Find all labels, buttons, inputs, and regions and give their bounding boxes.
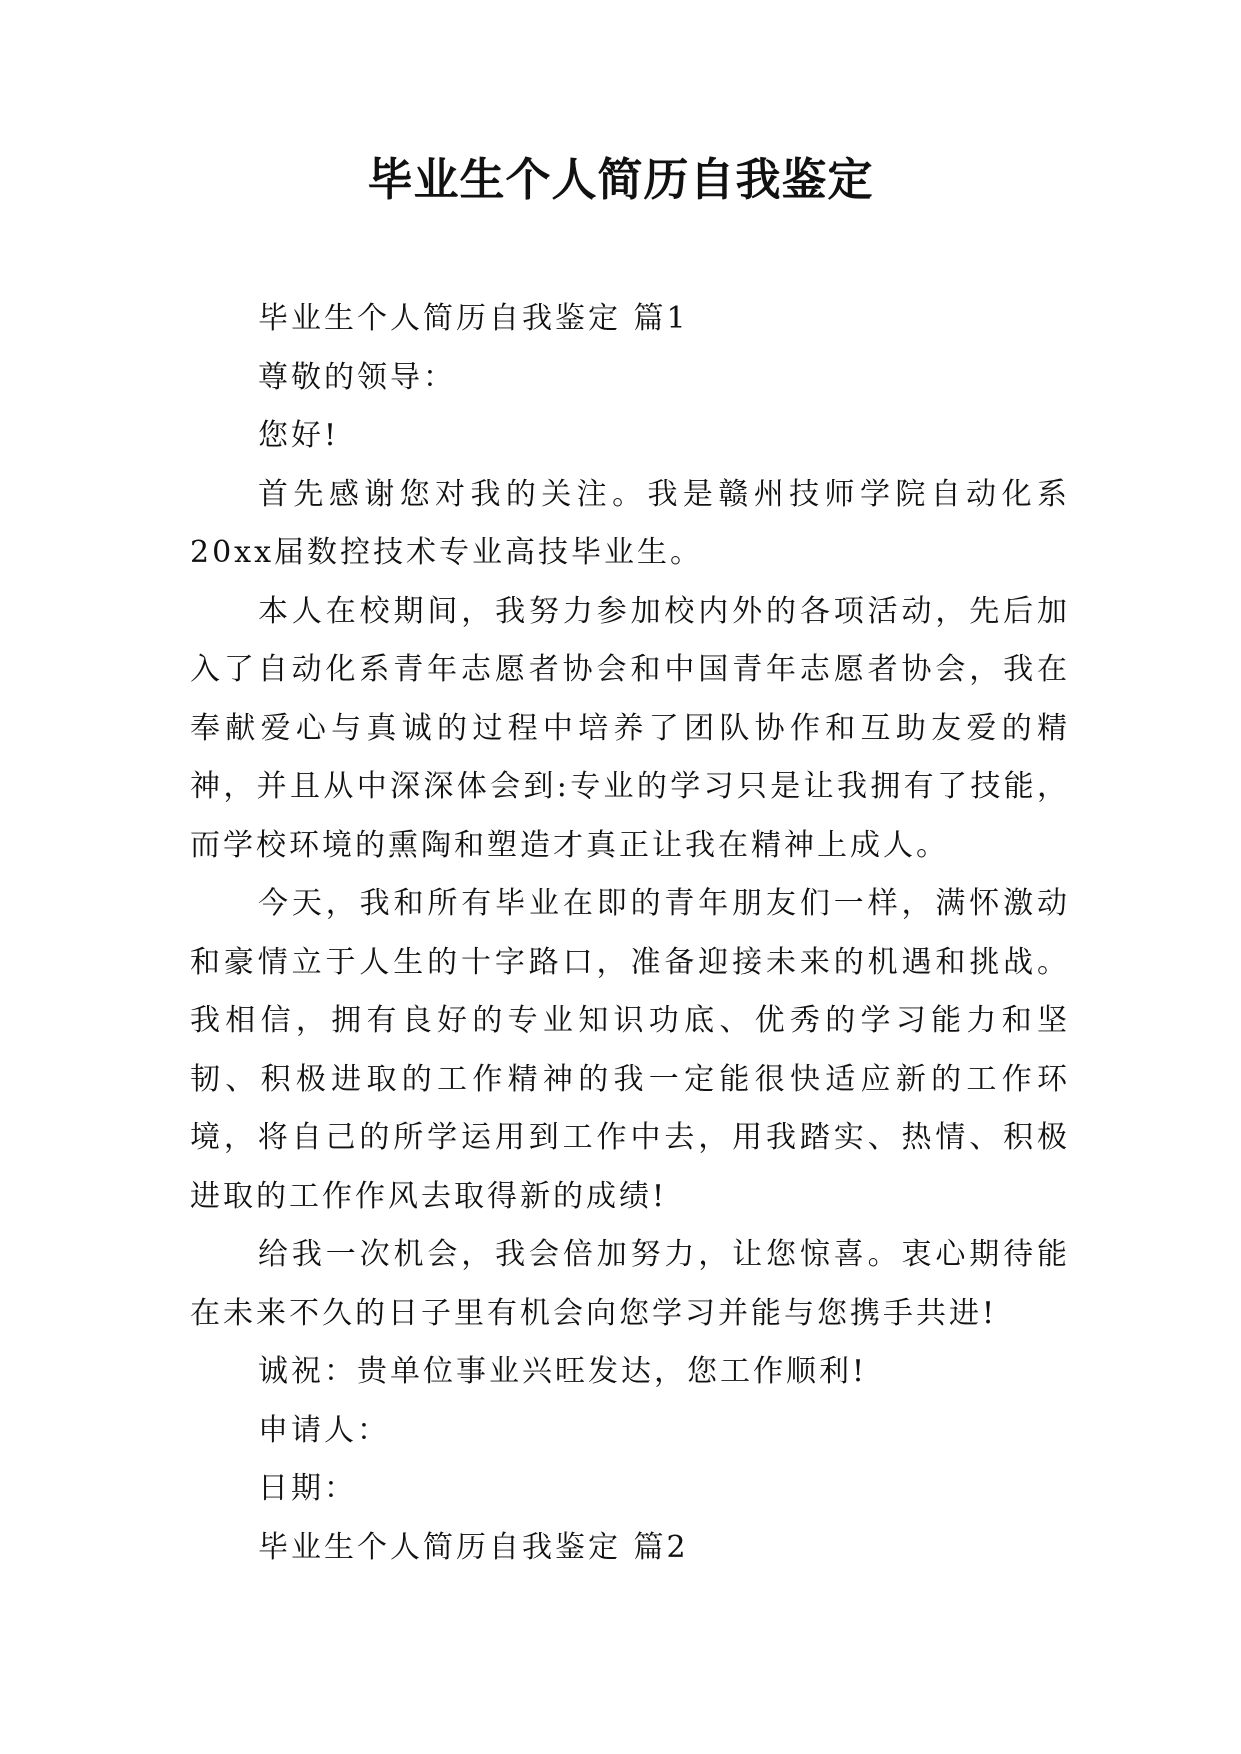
document-body [190, 290, 1070, 1577]
section-heading-2: 毕业生个人简历自我鉴定 篇2 [258, 1529, 689, 1565]
date-label: 日期： [258, 1471, 357, 1506]
paragraph-future-outlook: 今天，我和所有毕业在即的青年朋友们一样，满怀激动和豪情立于人生的十字路口，准备迎接未来的机遇和挑战。我相信，拥有良好的专业知识功底、优秀的学习能力和坚韧、积极进取的工作精神的我一定能很快适应新的工作环境，将自己的所学运用到工作中去，用我踏实、热情、积极进取的工作作风去取得新的成绩! [190, 886, 1070, 1214]
paragraph-introduction: 首先感谢您对我的关注。我是赣州技师学院自动化系20xx届数控技术专业高技毕业生。 [190, 476, 1070, 570]
applicant-label: 申请人： [258, 1412, 390, 1448]
section-heading-1: 毕业生个人简历自我鉴定 篇1 [258, 301, 689, 336]
salutation: 尊敬的领导： [258, 359, 456, 395]
document-title: 毕业生个人简历自我鉴定 [367, 153, 874, 206]
paragraph-school-activities: 本人在校期间，我努力参加校内外的各项活动，先后加入了自动化系青年志愿者协会和中国青年志愿者协会，我在奉献爱心与真诚的过程中培养了团队协作和互助友爱的精神，并且从中深深体会到:专业的学习只是让我拥有了技能，而学校环境的熏陶和塑造才真正让我在精神上成人。 [190, 593, 1070, 863]
closing-wishes: 诚祝：贵单位事业兴旺发达，您工作顺利! [258, 1354, 868, 1389]
greeting: 您好! [258, 418, 340, 453]
paragraph-request: 给我一次机会，我会倍加努力，让您惊喜。衷心期待能在未来不久的日子里有机会向您学习并能与您携手共进! [190, 1237, 1070, 1331]
